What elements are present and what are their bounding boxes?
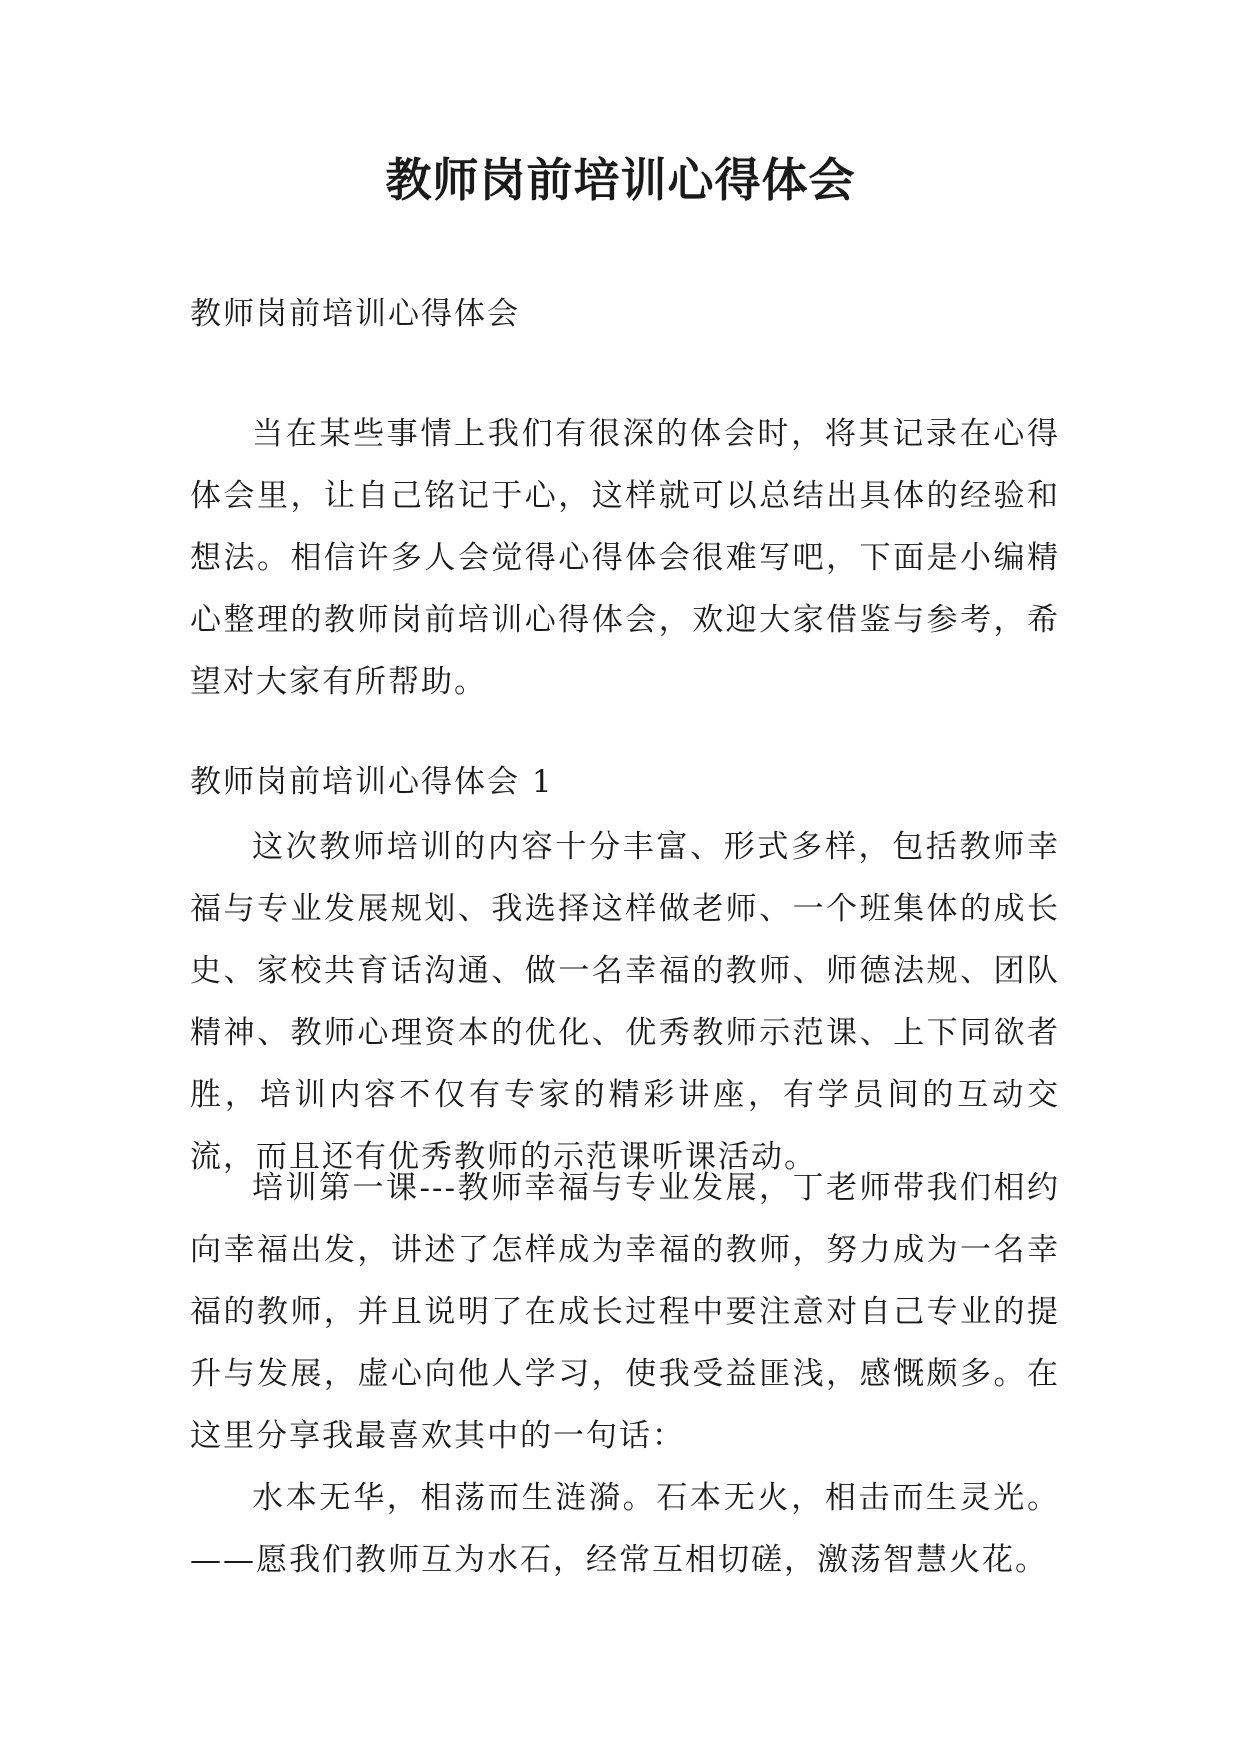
document-subtitle: 教师岗前培训心得体会 <box>190 296 520 332</box>
body-paragraph-1: 这次教师培训的内容十分丰富、形式多样，包括教师幸福与专业发展规划、我选择这样做老师、一个班集体的成长史、家校共育话沟通、做一名幸福的教师、师德法规、团队精神、教师心理资本的优化、优秀教师示范课、上下同欲者胜，培训内容不仅有专家的精彩讲座，有学员间的互动交流，而且还有优秀教师的示范课听课活动。 <box>190 829 1060 1175</box>
intro-paragraph: 当在某些事情上我们有很深的体会时，将其记录在心得体会里，让自己铭记于心，这样就可以总结出具体的经验和想法。相信许多人会觉得心得体会很难写吧，下面是小编精心整理的教师岗前培训心得体会，欢迎大家借鉴与参考，希望对大家有所帮助。 <box>190 416 1060 700</box>
section-heading: 教师岗前培训心得体会 1 <box>190 764 554 800</box>
quote-paragraph: 水本无华，相荡而生涟漪。石本无火，相击而生灵光。——愿我们教师互为水石，经常互相切磋，激荡智慧火花。 <box>190 1480 1060 1578</box>
document-title: 教师岗前培训心得体会 <box>385 153 856 207</box>
body-paragraph-2: 培训第一课---教师幸福与专业发展，丁老师带我们相约向幸福出发，讲述了怎样成为幸福的教师，努力成为一名幸福的教师，并且说明了在成长过程中要注意对自己专业的提升与发展，虚心向他人学习，使我受益匪浅，感慨颇多。在这里分享我最喜欢其中的一句话： <box>190 1170 1060 1454</box>
